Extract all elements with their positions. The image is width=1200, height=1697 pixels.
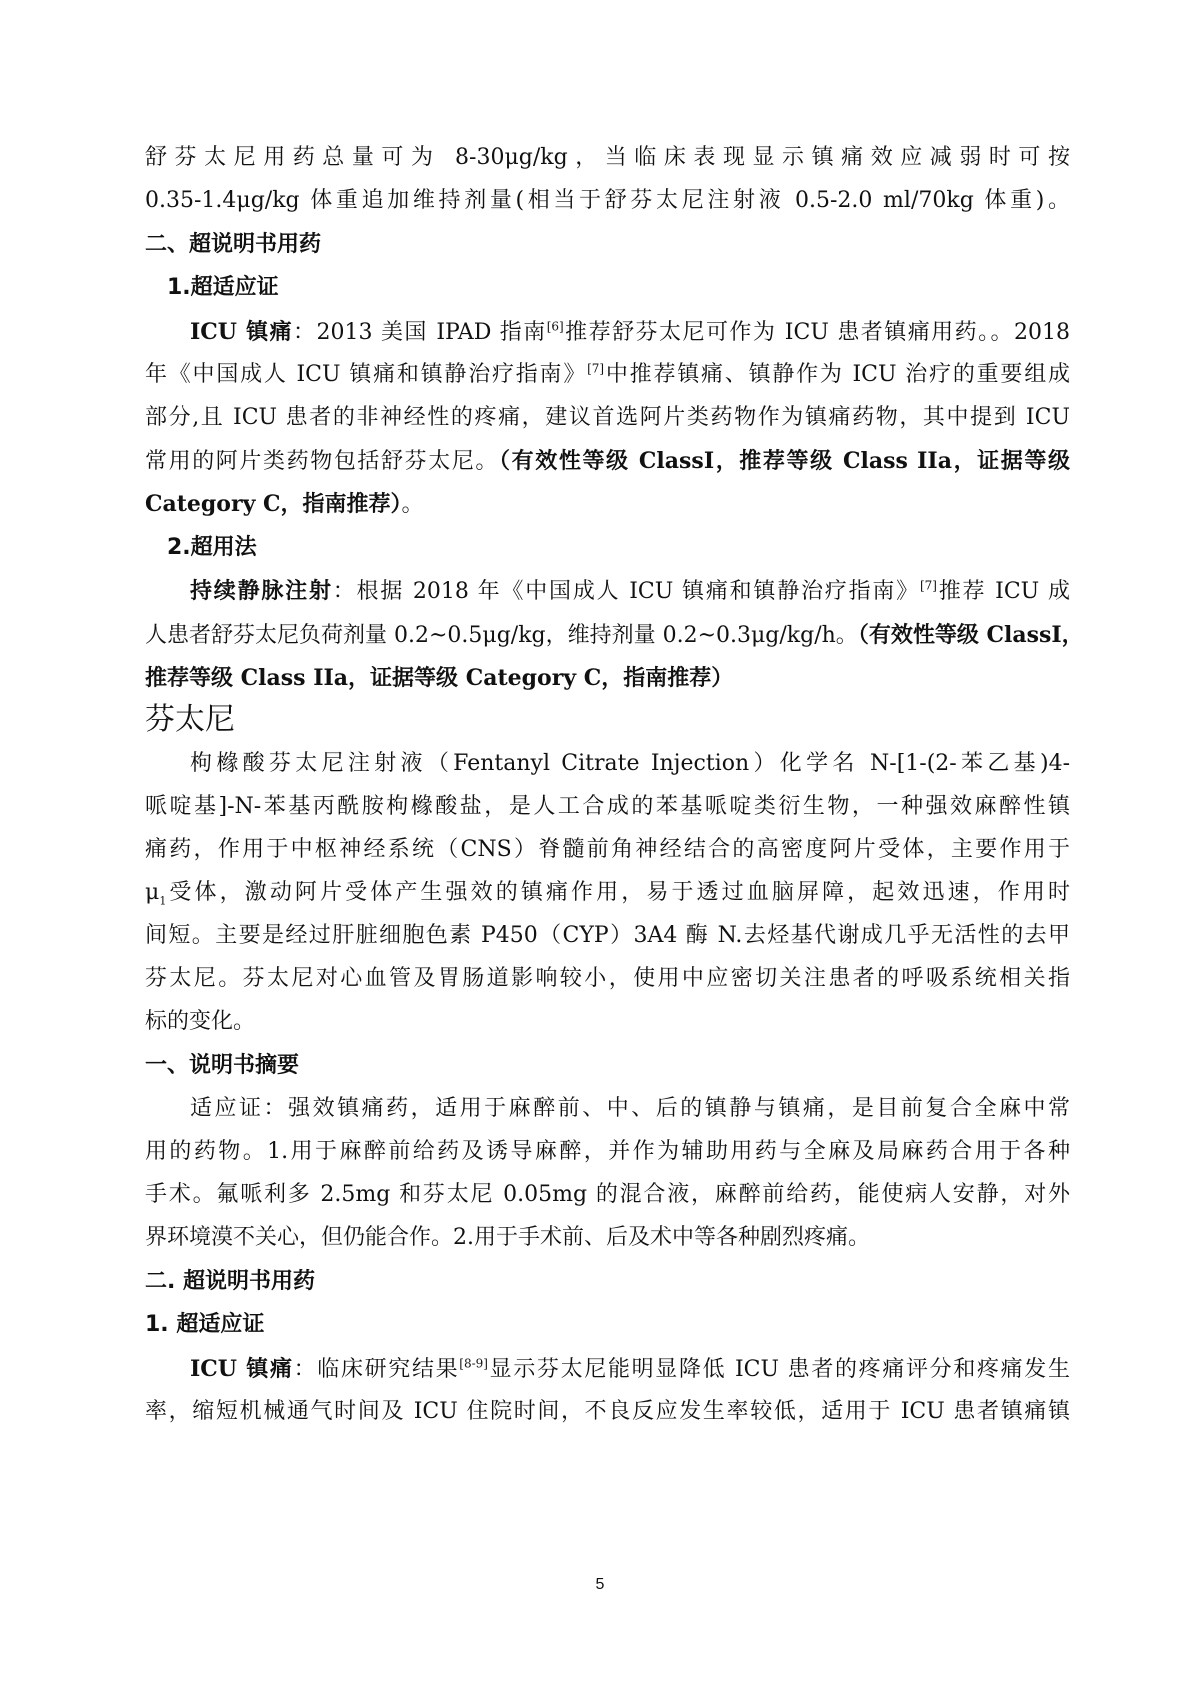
paragraph-line [190,576,1070,607]
citation-ref: [8-9] [459,1356,488,1371]
subscript: 1 [159,894,167,908]
text-span: 推荐 ICU 成 [936,579,1070,604]
paragraph-line: 部分,且 ICU 患者的非神经性的疼痛，建议首选阿片类药物作为镇痛药物，其中提到 ICU [145,405,1070,430]
paragraph-line: 用的药物。1.用于麻醉前给药及诱导麻醉，并作为辅助用药与全麻及局麻药合用于各种 [145,1139,1070,1164]
text-span: 显示芬太尼能明显降低 ICU 患者的疼痛评分和疼痛发生 [487,1357,1070,1382]
drug-title-fentanyl: 芬太尼 [145,702,235,737]
paragraph-line: 枸橼酸芬太尼注射液（Fentanyl Citrate Injection）化学名 N-[1-(2-苯乙基)4- [190,751,1070,776]
text-span: 受体，激动阿片受体产生强效的镇痛作用，易于透过血脑屏障，起效迅速，作用时 [166,880,1070,905]
text-span: ：2013 美国 IPAD 指南 [293,320,547,345]
evidence-level-text: Category C，指南推荐） [145,491,402,517]
paragraph-line [145,446,1070,477]
page-number: 5 [595,1576,605,1593]
paragraph-line [145,489,1070,520]
paragraph-line: 推荐等级 Class IIa，证据等级 Category C，指南推荐） [145,665,734,691]
text-span: 年《中国成人 ICU 镇痛和镇静治疗指南》 [145,362,588,387]
section-heading-summary: 一、说明书摘要 [145,1053,300,1078]
paragraph-line: 舒芬太尼用药总量可为 8-30μg/kg，当临床表现显示镇痛效应减弱时可按 [145,145,1070,170]
paragraph-line: 0.35-1.4μg/kg 体重追加维持剂量(相当于舒芬太尼注射液 0.5-2.0 ml/70kg 体重)。 [145,188,1070,213]
paragraph-line: 手术。氟哌利多 2.5mg 和芬太尼 0.05mg 的混合液，麻醉前给药，能使病人安静，对外 [145,1182,1070,1207]
paragraph-line [145,620,1084,651]
paragraph-line [190,317,1070,348]
evidence-level-text: （有效性等级 ClassI，推荐等级 Class IIa，证据等级 [499,448,1070,474]
subsection-heading-indication: 1. 超适应证 [145,1312,265,1337]
paragraph-line [145,360,1070,390]
text-span: 中推荐镇痛、镇静作为 ICU 治疗的重要组成 [604,362,1070,387]
paragraph-line: 哌啶基]-N-苯基丙酰胺枸橼酸盐，是人工合成的苯基哌啶类衍生物，一种强效麻醉性镇 [145,794,1070,819]
paragraph-line [145,878,1070,916]
paragraph-line: 间短。主要是经过肝脏细胞色素 P450（CYP）3A4 酶 N.去烃基代谢成几乎无活性的去甲 [145,923,1070,948]
section-heading-off-label: 二、超说明书用药 [145,232,322,257]
paragraph-line: 适应证：强效镇痛药，适用于麻醉前、中、后的镇静与镇痛，是目前复合全麻中常 [190,1096,1070,1121]
citation-ref: [7] [919,578,937,593]
paragraph-line [190,1354,1070,1385]
section-heading-off-label: 二. 超说明书用药 [145,1269,316,1294]
paragraph-line: 芬太尼。芬太尼对心血管及胃肠道影响较小，使用中应密切关注患者的呼吸系统相关指 [145,966,1070,991]
text-span: 。 [401,492,424,517]
evidence-level-text: （有效性等级 ClassI， [857,622,1084,648]
term-continuous-iv: 持续静脉注射 [190,578,333,604]
citation-ref: [6] [546,319,564,334]
paragraph-line: 痛药，作用于中枢神经系统（CNS）脊髓前角神经结合的高密度阿片受体，主要作用于 [145,837,1070,862]
text-span: μ [145,880,160,905]
paragraph-line: 率，缩短机械通气时间及 ICU 住院时间，不良反应发生率较低，适用于 ICU 患者镇痛镇 [145,1399,1070,1424]
term-icu-analgesia: ICU 镇痛 [190,1356,294,1382]
text-span: ：根据 2018 年《中国成人 ICU 镇痛和镇静治疗指南》 [332,579,920,604]
paragraph-line: 界环境漠不关心，但仍能合作。2.用于手术前、后及术中等各种剧烈疼痛。 [145,1225,870,1250]
subsection-heading-usage: 2.超用法 [167,535,257,560]
paragraph-line: 标的变化。 [145,1009,256,1034]
term-icu-analgesia: ICU 镇痛 [190,319,294,345]
text-span: 推荐舒芬太尼可作为 ICU 患者镇痛用药。。2018 [563,320,1071,345]
text-span: 常用的阿片类药物包括舒芬太尼。 [145,449,500,474]
text-span: 人患者舒芬太尼负荷剂量 0.2~0.5μg/kg，维持剂量 0.2~0.3μg/kg/h。 [145,623,858,648]
subsection-heading-indication: 1.超适应证 [167,275,279,300]
citation-ref: [7] [587,361,605,376]
text-span: ：临床研究结果 [293,1357,460,1382]
